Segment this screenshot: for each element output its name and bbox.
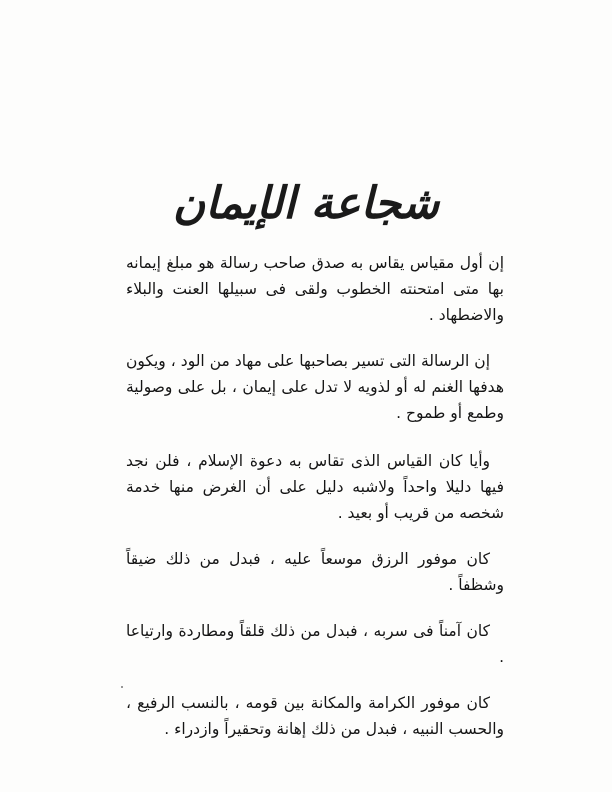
paragraph: إن أول مقياس يقاس به صدق صاحب رسالة هو مبلغ إيمانه بها متى امتحنته الخطوب ولقى فى سبيلها العنت والبلاء والاضطهاد .: [126, 254, 504, 324]
paragraph: كان موفور الرزق موسعاً عليه ، فبدل من ذلك ضيقاً وشظفاً .: [126, 550, 504, 594]
chapter-body: [126, 250, 504, 762]
scan-speck: [121, 686, 123, 688]
paragraph: وأيا كان القياس الذى تقاس به دعوة الإسلام ، فلن نجد فيها دليلا واحداً ولاشبه دليل على أن الغرض منها خدمة شخصه من قريب أو بعيد .: [126, 452, 504, 522]
chapter-title: شجاعة الإيمان: [172, 177, 440, 229]
paragraph: كان موفور الكرامة والمكانة بين قومه ، بالنسب الرفيع ، والحسب النبيه ، فبدل من ذلك إهانة وتحقيراً وازدراء .: [126, 694, 504, 738]
paragraph: كان آمناً فى سربه ، فبدل من ذلك قلقاً ومطاردة وارتياعا .: [126, 622, 504, 666]
paragraph: إن الرسالة التى تسير بصاحبها على مهاد من الود ، ويكون هدفها الغنم له أو لذويه لا تدل على إيمان ، بل على وصولية وطمع أو طموح .: [126, 352, 504, 422]
